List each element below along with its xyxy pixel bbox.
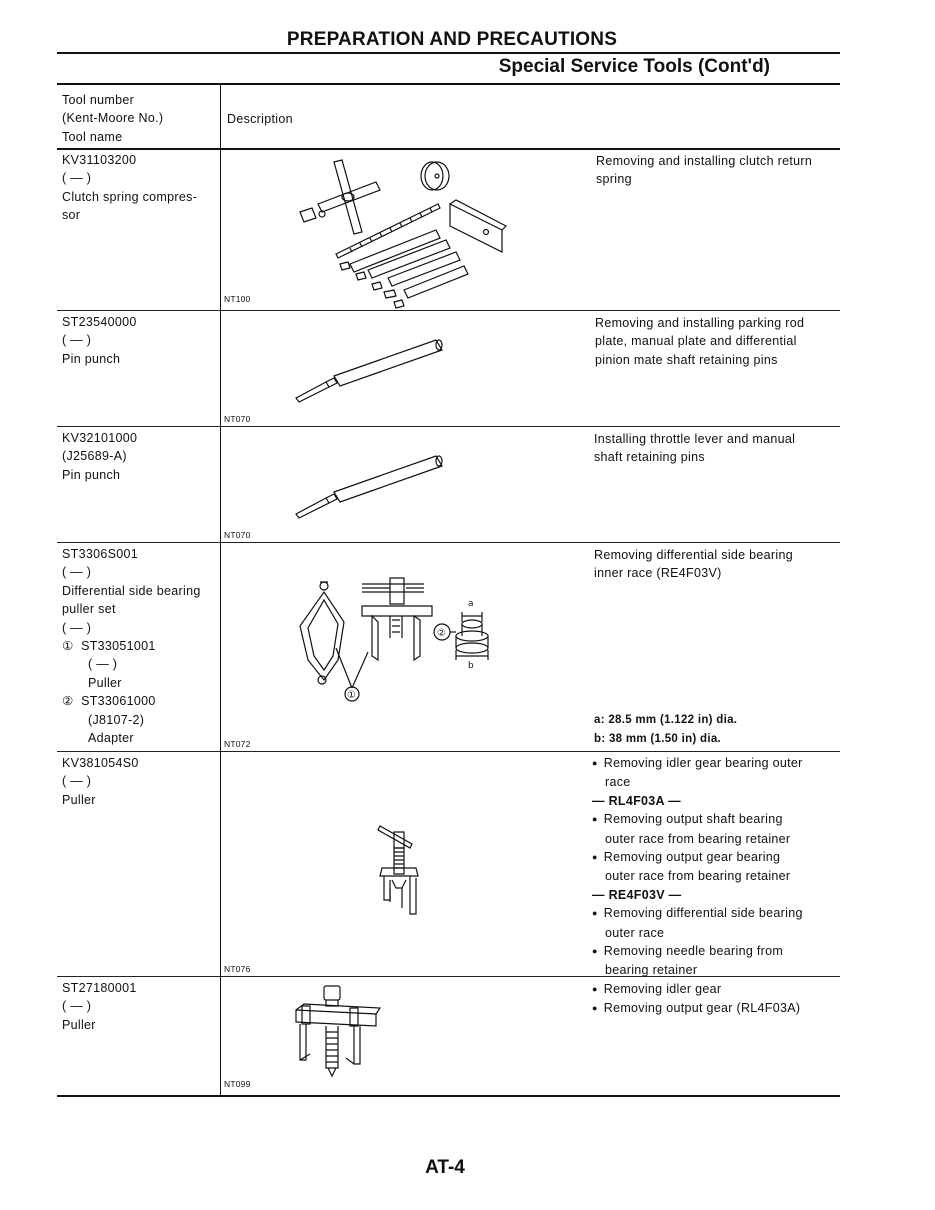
- bearing-puller-illustration: [374, 818, 434, 918]
- table-bottom-rule: [57, 1095, 840, 1097]
- description-line: plate, manual plate and differential: [595, 334, 797, 349]
- bullet-item: ● Removing idler gear bearing outer: [592, 754, 837, 773]
- dimension-label-a: a: [468, 599, 474, 609]
- sub-tool-name: Adapter: [88, 731, 134, 746]
- dimension-label-b: b: [468, 661, 474, 671]
- description-line: inner race (RE4F03V): [594, 566, 722, 581]
- row-divider: [57, 751, 840, 752]
- pin-punch-illustration: [294, 336, 454, 406]
- figure-code: NT099: [224, 1079, 251, 1089]
- column-header-tool: [62, 91, 217, 146]
- dimension-b: b: 38 mm (1.50 in) dia.: [594, 733, 722, 745]
- tool-number: ST3306S001: [62, 547, 138, 561]
- tool-cell: [62, 545, 217, 747]
- description-cell: [592, 754, 837, 980]
- bullet-item: ● Removing output gear bearing: [592, 848, 837, 867]
- kent-moore-number: (J25689-A): [62, 449, 127, 464]
- description-line: Removing and installing parking rod: [595, 316, 805, 330]
- tool-name: Pin punch: [62, 351, 121, 366]
- tool-number: ST23540000: [62, 315, 137, 329]
- callout-1: ①: [347, 690, 356, 701]
- differential-puller-set-illustration: [296, 576, 496, 708]
- tool-cell: [62, 979, 217, 1034]
- row-divider: [57, 426, 840, 427]
- tool-cell: [62, 754, 217, 809]
- column-header-description: Description: [227, 112, 293, 126]
- page-title: PREPARATION AND PRECAUTIONS: [286, 29, 618, 50]
- description-line: Removing differential side bearing: [594, 548, 793, 562]
- title-rule: [57, 52, 840, 54]
- tool-name: Clutch spring compres-: [62, 189, 198, 204]
- description-line: spring: [596, 172, 632, 187]
- sub-tool-name: Puller: [88, 675, 122, 690]
- sub-tool-number-1: ①: [62, 639, 74, 654]
- tool-number: KV31103200: [62, 153, 137, 167]
- description-cell: [592, 980, 837, 1019]
- description-cell: [594, 546, 834, 583]
- bullet-item: ● Removing needle bearing from: [592, 942, 837, 961]
- tool-name: Pin punch: [62, 467, 121, 482]
- callout-2: ②: [437, 628, 446, 639]
- sub-tool-2: [62, 692, 217, 710]
- kent-moore-number: ( — ): [62, 171, 92, 186]
- sub-tool-part-number: ST33051001: [81, 639, 156, 654]
- sub-tool-1: [62, 637, 217, 655]
- sub-tool-kent-moore: ( — ): [88, 657, 118, 672]
- tool-name-cont: puller set: [62, 602, 116, 617]
- kent-moore-number: ( — ): [62, 565, 92, 580]
- description-cell: [594, 430, 834, 467]
- figure-code: NT070: [224, 414, 251, 424]
- bullet-item: ● Removing output shaft bearing: [592, 810, 837, 829]
- column-divider: [220, 85, 221, 1096]
- bullet-item-cont: outer race from bearing retainer: [605, 831, 791, 846]
- kent-moore-number: ( — ): [62, 774, 92, 789]
- page-number: AT-4: [425, 1157, 465, 1178]
- figure-code: NT076: [224, 964, 251, 974]
- dimension-a: a: 28.5 mm (1.122 in) dia.: [594, 714, 738, 726]
- tool-number: KV381054S0: [62, 756, 139, 770]
- model-heading: — RL4F03A —: [592, 793, 681, 808]
- subtitle-rule: [57, 83, 840, 85]
- description-line: Removing and installing clutch return: [596, 154, 813, 168]
- figure-code: NT070: [224, 530, 251, 540]
- description-line: Installing throttle lever and manual: [594, 432, 796, 446]
- header-kent-moore: (Kent-Moore No.): [62, 111, 164, 126]
- model-heading: — RE4F03V —: [592, 887, 682, 902]
- kent-moore-number: ( — ): [62, 620, 92, 635]
- sub-tool-number-2: ②: [62, 694, 74, 709]
- header-tool-name: Tool name: [62, 129, 123, 144]
- bullet-item-cont: outer race: [605, 925, 665, 940]
- tool-name-cont: sor: [62, 208, 81, 223]
- sub-tool-kent-moore: (J8107-2): [88, 712, 145, 727]
- figure-code: NT100: [224, 294, 251, 304]
- description-line: shaft retaining pins: [594, 450, 705, 465]
- kent-moore-number: ( — ): [62, 333, 92, 348]
- bullet-item: ● Removing idler gear: [592, 980, 837, 999]
- description-cell: [596, 152, 836, 189]
- bullet-item-cont: bearing retainer: [605, 963, 698, 978]
- header-rule: [57, 148, 840, 150]
- description-line: pinion mate shaft retaining pins: [595, 352, 778, 367]
- description-cell: [595, 314, 835, 369]
- tool-number: ST27180001: [62, 981, 137, 995]
- bullet-item-cont: outer race from bearing retainer: [605, 869, 791, 884]
- tool-number: KV32101000: [62, 431, 138, 445]
- tool-cell: [62, 151, 217, 225]
- section-subtitle: Special Service Tools (Cont'd): [498, 56, 770, 77]
- bullet-item: ● Removing differential side bearing: [592, 904, 837, 923]
- tool-cell: [62, 429, 217, 484]
- bullet-item-cont: race: [605, 775, 631, 790]
- figure-code: NT072: [224, 739, 251, 749]
- tool-name: Differential side bearing: [62, 583, 201, 598]
- sub-tool-part-number: ST33061000: [81, 694, 156, 709]
- row-divider: [57, 542, 840, 543]
- gear-puller-illustration: [292, 984, 382, 1080]
- tool-cell: [62, 313, 217, 368]
- clutch-spring-compressor-illustration: [290, 152, 510, 312]
- header-tool-number: Tool number: [62, 93, 135, 107]
- pin-punch-illustration: [294, 452, 454, 522]
- tool-name: Puller: [62, 1017, 96, 1032]
- bullet-item: ● Removing output gear (RL4F03A): [592, 999, 837, 1018]
- kent-moore-number: ( — ): [62, 999, 92, 1014]
- tool-name: Puller: [62, 792, 96, 807]
